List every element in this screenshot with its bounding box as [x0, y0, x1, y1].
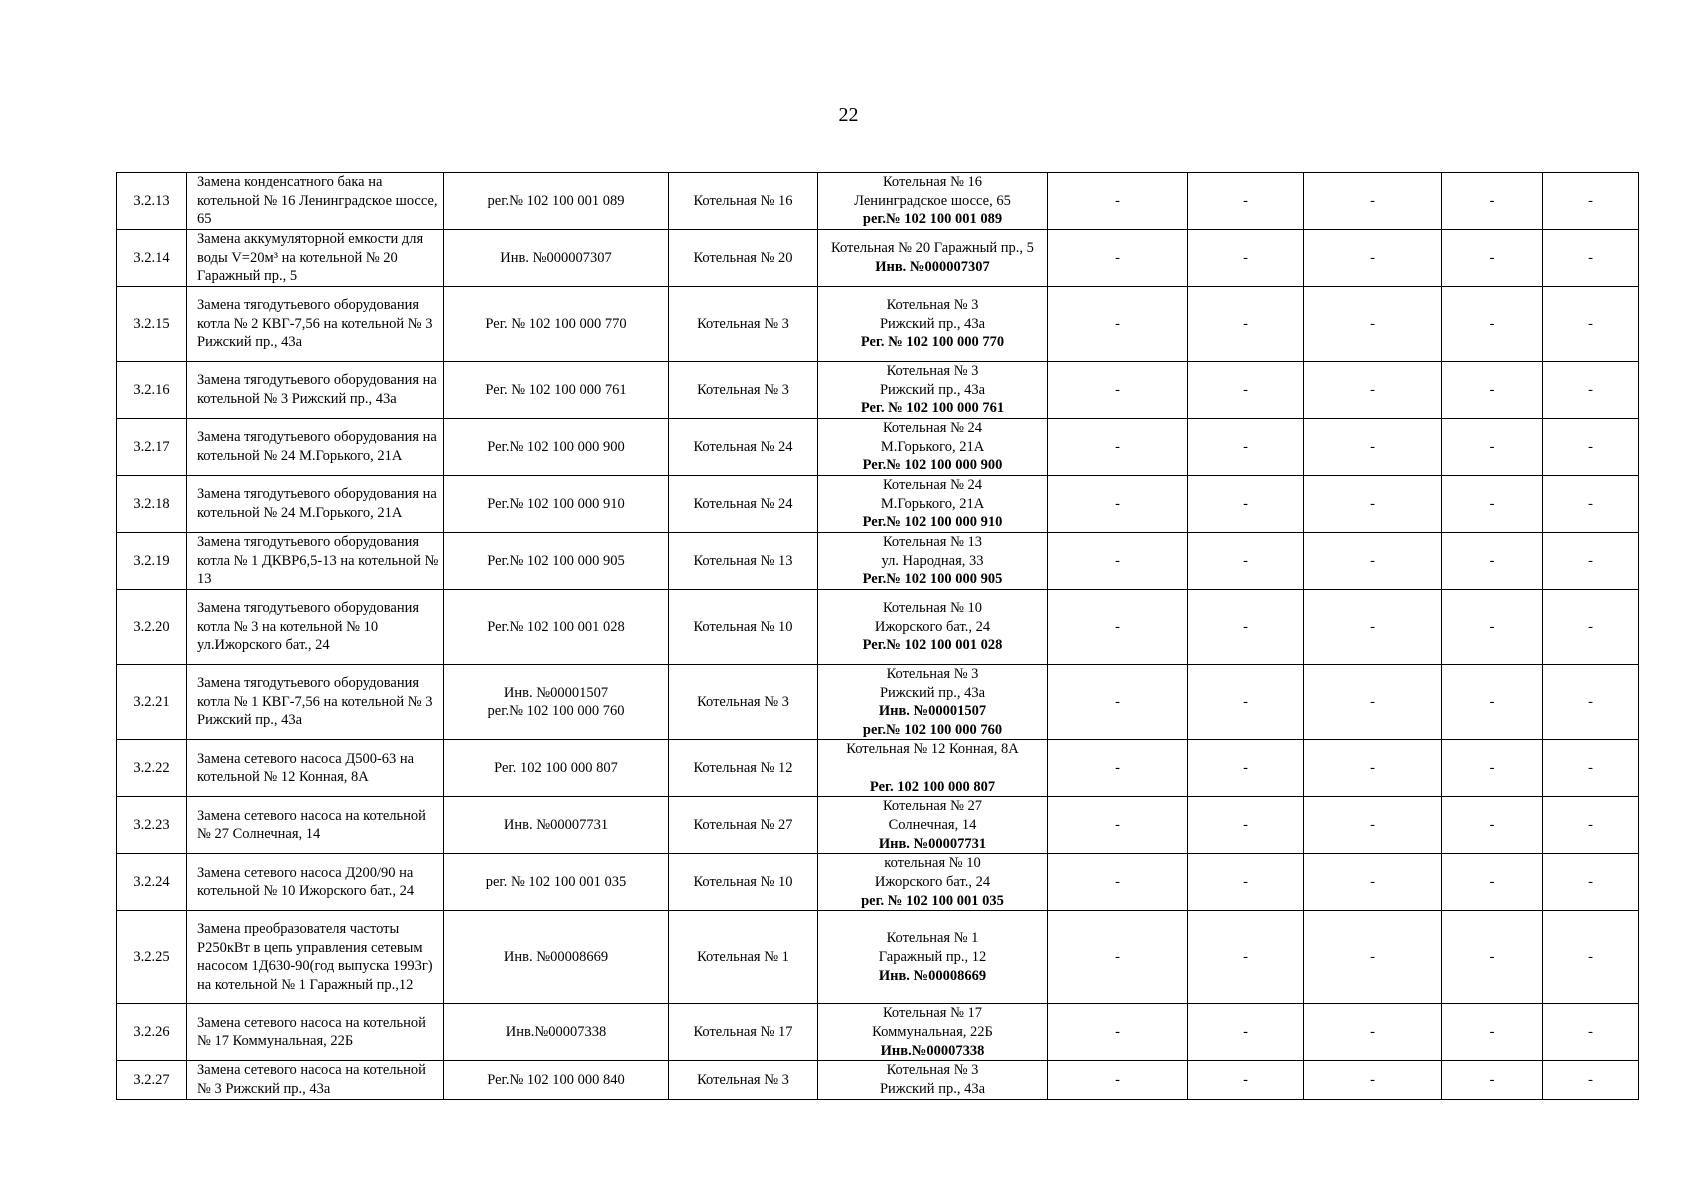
empty-value-cell: -: [1048, 287, 1188, 362]
empty-value-cell: -: [1442, 533, 1543, 590]
boiler-house-cell: Котельная № 20: [669, 230, 818, 287]
item-number-cell: 3.2.25: [117, 911, 187, 1004]
empty-value-cell: -: [1048, 590, 1188, 665]
item-number-cell: 3.2.26: [117, 1004, 187, 1061]
registration-number: Рег. 102 100 000 807: [494, 760, 618, 777]
registration-number-cell: [444, 287, 669, 362]
registration-number-cell: [444, 419, 669, 476]
item-number-cell: 3.2.13: [117, 173, 187, 230]
work-description-cell: Замена конденсатного бака на котельной № 16 Ленинградское шоссе, 65: [187, 173, 444, 230]
item-number-cell: 3.2.24: [117, 854, 187, 911]
location-line: Котельная № 3: [886, 1062, 979, 1079]
location-cell: [818, 419, 1048, 476]
empty-value-cell: -: [1543, 533, 1639, 590]
table-row: [117, 419, 1639, 476]
registration-number-cell: [444, 230, 669, 287]
boiler-house-cell: Котельная № 16: [669, 173, 818, 230]
empty-value-cell: -: [1543, 362, 1639, 419]
table-row: [117, 230, 1639, 287]
empty-value-cell: -: [1304, 533, 1442, 590]
empty-value-cell: -: [1304, 797, 1442, 854]
location-line: Котельная № 13: [882, 534, 983, 551]
empty-value-cell: -: [1304, 419, 1442, 476]
empty-value-cell: -: [1543, 419, 1639, 476]
registration-number-cell: [444, 911, 669, 1004]
location-cell: [818, 854, 1048, 911]
empty-value-cell: -: [1442, 911, 1543, 1004]
location-registration-number: Рег. 102 100 000 807: [869, 778, 996, 795]
registration-number: рег. № 102 100 001 035: [485, 874, 627, 891]
location-line: Рижский пр., 43а: [879, 1080, 986, 1097]
location-line: котельная № 10: [884, 855, 981, 872]
empty-value-cell: -: [1543, 1004, 1639, 1061]
empty-value-cell: -: [1304, 740, 1442, 797]
empty-value-cell: -: [1442, 362, 1543, 419]
table-row: [117, 854, 1639, 911]
registration-number-cell: [444, 797, 669, 854]
work-description-cell: Замена сетевого насоса на котельной № 3 Рижский пр., 43а: [187, 1061, 444, 1099]
location-line: Котельная № 17: [882, 1005, 983, 1022]
empty-value-cell: -: [1048, 533, 1188, 590]
boiler-house-cell: Котельная № 3: [669, 1061, 818, 1099]
empty-value-cell: -: [1304, 287, 1442, 362]
empty-value-cell: -: [1188, 854, 1304, 911]
empty-value-cell: -: [1543, 173, 1639, 230]
location-line: Котельная № 3: [886, 363, 979, 380]
location-registration-number: Рег.№ 102 100 000 905: [862, 571, 1003, 588]
registration-number: Рег.№ 102 100 000 910: [487, 495, 625, 512]
item-number-cell: 3.2.16: [117, 362, 187, 419]
empty-value-cell: -: [1442, 740, 1543, 797]
work-description-cell: Замена тягодутьевого оборудования котла № 3 на котельной № 10 ул.Ижорского бат., 24: [187, 590, 444, 665]
empty-value-cell: -: [1048, 1004, 1188, 1061]
item-number-cell: 3.2.18: [117, 476, 187, 533]
empty-value-cell: -: [1188, 533, 1304, 590]
registration-number-cell: [444, 173, 669, 230]
location-registration-number: Инв. №00001507: [878, 703, 987, 720]
empty-value-cell: -: [1304, 1061, 1442, 1099]
location-line: Котельная № 24: [882, 477, 983, 494]
item-number-cell: 3.2.20: [117, 590, 187, 665]
empty-value-cell: -: [1188, 173, 1304, 230]
work-description-cell: Замена тягодутьевого оборудования котла № 2 КВГ-7,56 на котельной № 3 Рижский пр., 43а: [187, 287, 444, 362]
location-registration-number: рег.№ 102 100 001 089: [862, 211, 1003, 228]
boiler-house-cell: Котельная № 17: [669, 1004, 818, 1061]
empty-value-cell: -: [1304, 1004, 1442, 1061]
empty-value-cell: -: [1543, 665, 1639, 740]
location-line: Ленинградское шоссе, 65: [854, 192, 1011, 209]
empty-value-cell: -: [1442, 173, 1543, 230]
empty-value-cell: -: [1304, 362, 1442, 419]
location-cell: [818, 362, 1048, 419]
location-registration-number: Инв. №000007307: [875, 259, 990, 275]
registration-number: Рег. № 102 100 000 761: [485, 381, 627, 398]
registration-number: Инв. №000007307: [500, 249, 612, 266]
registration-number-cell: [444, 1061, 669, 1099]
empty-value-cell: -: [1442, 590, 1543, 665]
empty-value-cell: -: [1048, 797, 1188, 854]
empty-value-cell: -: [1543, 287, 1639, 362]
empty-value-cell: -: [1304, 854, 1442, 911]
location-line: Котельная № 27: [882, 798, 983, 815]
location-line: Котельная № 20 Гаражный пр., 5: [831, 240, 1034, 257]
item-number-cell: 3.2.23: [117, 797, 187, 854]
empty-value-cell: -: [1304, 590, 1442, 665]
registration-number: Инв. №00007731: [503, 817, 609, 834]
empty-value-cell: -: [1543, 1061, 1639, 1099]
boiler-house-cell: Котельная № 3: [669, 362, 818, 419]
location-cell: [818, 740, 1048, 797]
table-row: [117, 533, 1639, 590]
location-registration-number: Рег.№ 102 100 000 910: [862, 514, 1003, 531]
empty-value-cell: -: [1188, 362, 1304, 419]
work-description-cell: Замена тягодутьевого оборудования котла № 1 ДКВР6,5-13 на котельной № 13: [187, 533, 444, 590]
empty-value-cell: -: [1304, 230, 1442, 287]
table-row: [117, 362, 1639, 419]
item-number-cell: 3.2.27: [117, 1061, 187, 1099]
table-row: [117, 590, 1639, 665]
table-row: [117, 740, 1639, 797]
item-number-cell: 3.2.14: [117, 230, 187, 287]
location-cell: [818, 287, 1048, 362]
location-spacer: [820, 759, 1045, 778]
location-line: ул. Народная, 33: [881, 552, 984, 569]
empty-value-cell: -: [1442, 1004, 1543, 1061]
item-number-cell: 3.2.15: [117, 287, 187, 362]
boiler-house-cell: Котельная № 24: [669, 419, 818, 476]
empty-value-cell: -: [1442, 476, 1543, 533]
item-number-cell: 3.2.17: [117, 419, 187, 476]
location-cell: [818, 230, 1048, 287]
location-line: М.Горького, 21А: [880, 495, 985, 512]
page-number: 22: [838, 104, 859, 126]
empty-value-cell: -: [1188, 665, 1304, 740]
location-line: Котельная № 3: [886, 297, 979, 314]
empty-value-cell: -: [1048, 1061, 1188, 1099]
empty-value-cell: -: [1543, 797, 1639, 854]
location-cell: [818, 911, 1048, 1004]
location-cell: [818, 1061, 1048, 1099]
registration-number: рег.№ 102 100 000 760: [487, 703, 625, 720]
empty-value-cell: -: [1188, 740, 1304, 797]
works-table: [116, 172, 1639, 1100]
work-description-cell: Замена сетевого насоса на котельной № 27 Солнечная, 14: [187, 797, 444, 854]
work-description-cell: Замена тягодутьевого оборудования на котельной № 3 Рижский пр., 43а: [187, 362, 444, 419]
empty-value-cell: -: [1442, 665, 1543, 740]
empty-value-cell: -: [1442, 419, 1543, 476]
location-line: Коммунальная, 22Б: [872, 1024, 993, 1041]
registration-number-cell: [444, 854, 669, 911]
registration-number-cell: [444, 665, 669, 740]
location-line: Гаражный пр., 12: [878, 949, 987, 966]
registration-number-cell: [444, 590, 669, 665]
work-description-cell: Замена тягодутьевого оборудования на котельной № 24 М.Горького, 21А: [187, 476, 444, 533]
empty-value-cell: -: [1048, 362, 1188, 419]
boiler-house-cell: Котельная № 3: [669, 287, 818, 362]
location-line: Котельная № 3: [886, 666, 979, 682]
empty-value-cell: -: [1543, 230, 1639, 287]
location-registration-number: Инв.№00007338: [880, 1042, 985, 1059]
empty-value-cell: -: [1188, 590, 1304, 665]
location-cell: [818, 1004, 1048, 1061]
item-number-cell: 3.2.19: [117, 533, 187, 590]
table-row: [117, 476, 1639, 533]
work-description-cell: Замена тягодутьевого оборудования на котельной № 24 М.Горького, 21А: [187, 419, 444, 476]
empty-value-cell: -: [1442, 797, 1543, 854]
work-description-cell: Замена тягодутьевого оборудования котла № 1 КВГ-7,56 на котельной № 3 Рижский пр., 43а: [187, 665, 444, 740]
item-number-cell: 3.2.21: [117, 665, 187, 740]
empty-value-cell: -: [1543, 476, 1639, 533]
work-description-cell: Замена сетевого насоса на котельной № 17 Коммунальная, 22Б: [187, 1004, 444, 1061]
boiler-house-cell: Котельная № 10: [669, 590, 818, 665]
registration-number-cell: [444, 362, 669, 419]
table-row: [117, 1061, 1639, 1099]
location-line: Котельная № 16: [882, 174, 983, 191]
empty-value-cell: -: [1048, 665, 1188, 740]
location-cell: [818, 665, 1048, 740]
empty-value-cell: -: [1188, 1004, 1304, 1061]
boiler-house-cell: Котельная № 12: [669, 740, 818, 797]
registration-number-cell: [444, 533, 669, 590]
registration-number-cell: [444, 1004, 669, 1061]
empty-value-cell: -: [1188, 797, 1304, 854]
empty-value-cell: -: [1048, 476, 1188, 533]
empty-value-cell: -: [1442, 854, 1543, 911]
empty-value-cell: -: [1543, 740, 1639, 797]
empty-value-cell: -: [1543, 854, 1639, 911]
location-cell: [818, 476, 1048, 533]
boiler-house-cell: Котельная № 1: [669, 911, 818, 1004]
work-description-cell: Замена аккумуляторной емкости для воды V=20м³ на котельной № 20 Гаражный пр., 5: [187, 230, 444, 287]
empty-value-cell: -: [1048, 419, 1188, 476]
location-line: Солнечная, 14: [888, 817, 977, 834]
empty-value-cell: -: [1188, 911, 1304, 1004]
location-cell: [818, 797, 1048, 854]
empty-value-cell: -: [1304, 911, 1442, 1004]
empty-value-cell: -: [1188, 476, 1304, 533]
work-description-cell: Замена сетевого насоса Д200/90 на котельной № 10 Ижорского бат., 24: [187, 854, 444, 911]
location-line: Ижорского бат., 24: [874, 874, 991, 891]
location-line: Рижский пр., 43а: [879, 684, 986, 701]
location-registration-number: Рег. № 102 100 000 761: [860, 400, 1005, 417]
table-row: [117, 287, 1639, 362]
registration-number-cell: [444, 740, 669, 797]
location-registration-number: рег.№ 102 100 000 760: [862, 721, 1003, 738]
registration-number-cell: [444, 476, 669, 533]
boiler-house-cell: Котельная № 24: [669, 476, 818, 533]
work-description-cell: Замена преобразователя частоты Р250кВт в цепь управления сетевым насосом 1Д630-90(год выпуска 1993г) на котельной № 1 Гаражный пр.,12: [187, 911, 444, 1004]
boiler-house-cell: Котельная № 27: [669, 797, 818, 854]
empty-value-cell: -: [1543, 911, 1639, 1004]
registration-number: Рег.№ 102 100 000 900: [487, 438, 625, 455]
location-registration-number: Рег.№ 102 100 000 900: [862, 457, 1003, 474]
registration-number: рег.№ 102 100 001 089: [487, 192, 625, 209]
location-line: Ижорского бат., 24: [874, 618, 991, 635]
empty-value-cell: -: [1188, 1061, 1304, 1099]
empty-value-cell: -: [1188, 230, 1304, 287]
work-description-cell: Замена сетевого насоса Д500-63 на котельной № 12 Конная, 8А: [187, 740, 444, 797]
empty-value-cell: -: [1048, 740, 1188, 797]
location-line: Котельная № 24: [882, 420, 983, 437]
location-line: Котельная № 10: [882, 600, 983, 617]
location-cell: [818, 533, 1048, 590]
empty-value-cell: -: [1304, 665, 1442, 740]
location-line: Котельная № 12 Конная, 8А: [846, 741, 1019, 758]
table-row: [117, 665, 1639, 740]
empty-value-cell: -: [1048, 911, 1188, 1004]
registration-number: Инв. №00001507: [503, 684, 609, 701]
location-line: Котельная № 1: [886, 930, 979, 947]
empty-value-cell: -: [1188, 419, 1304, 476]
empty-value-cell: -: [1442, 230, 1543, 287]
empty-value-cell: -: [1188, 287, 1304, 362]
location-cell: [818, 173, 1048, 230]
table-row: [117, 797, 1639, 854]
table-row: [117, 911, 1639, 1004]
registration-number: Рег.№ 102 100 000 840: [487, 1071, 625, 1088]
location-line: Рижский пр., 43а: [879, 315, 986, 332]
empty-value-cell: -: [1304, 173, 1442, 230]
empty-value-cell: -: [1442, 287, 1543, 362]
table-row: [117, 1004, 1639, 1061]
location-registration-number: Инв. №00007731: [878, 835, 987, 852]
location-cell: [818, 590, 1048, 665]
boiler-house-cell: Котельная № 10: [669, 854, 818, 911]
table-row: [117, 173, 1639, 230]
boiler-house-cell: Котельная № 13: [669, 533, 818, 590]
empty-value-cell: -: [1048, 854, 1188, 911]
location-registration-number: Рег.№ 102 100 001 028: [862, 637, 1003, 654]
boiler-house-cell: Котельная № 3: [669, 665, 818, 740]
location-line: М.Горького, 21А: [880, 438, 985, 455]
empty-value-cell: -: [1543, 590, 1639, 665]
location-line: Рижский пр., 43а: [879, 381, 986, 398]
registration-number: Рег.№ 102 100 000 905: [487, 552, 625, 569]
location-registration-number: Инв. №00008669: [878, 967, 987, 984]
empty-value-cell: -: [1442, 1061, 1543, 1099]
registration-number: Инв. №00008669: [503, 949, 609, 966]
registration-number: Инв.№00007338: [505, 1024, 607, 1041]
location-registration-number: рег. № 102 100 001 035: [861, 892, 1004, 909]
location-registration-number: Рег. № 102 100 000 770: [860, 334, 1005, 351]
empty-value-cell: -: [1048, 230, 1188, 287]
registration-number: Рег. № 102 100 000 770: [485, 315, 627, 332]
empty-value-cell: -: [1304, 476, 1442, 533]
registration-number: Рег.№ 102 100 001 028: [487, 618, 625, 635]
item-number-cell: 3.2.22: [117, 740, 187, 797]
empty-value-cell: -: [1048, 173, 1188, 230]
